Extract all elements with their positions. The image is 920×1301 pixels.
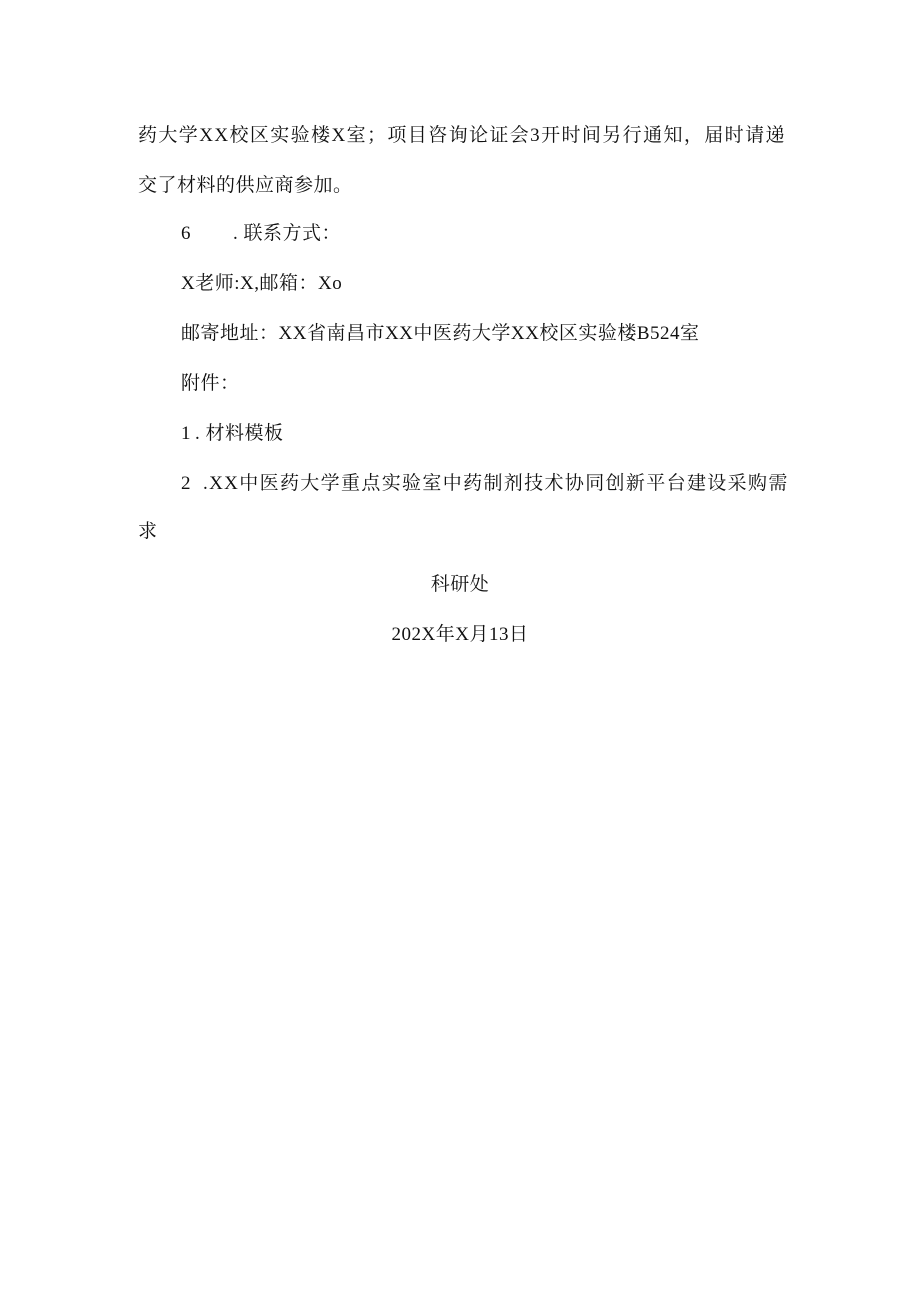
section-number: 6	[181, 223, 191, 244]
signature-date: 202X年X月13日	[391, 624, 529, 645]
paragraph-line: 药大学XX校区实验楼X室；项目咨询论证会3开时间另行通知，届时请递	[138, 125, 786, 146]
signature-department: 科研处	[430, 574, 490, 595]
attachments-label: 附件：	[181, 373, 240, 394]
section-heading-contact	[181, 222, 341, 246]
section-title: . 联系方式：	[233, 223, 342, 244]
attachment-number: 1	[181, 423, 191, 444]
attachment-text-continuation: 求	[138, 521, 158, 542]
attachment-text: .XX中医药大学重点实验室中药制剂技术协同创新平台建设采购需	[203, 473, 789, 494]
attachment-number: 2	[181, 473, 192, 494]
attachment-text: . 材料模板	[195, 423, 284, 444]
attachment-item	[181, 472, 789, 496]
contact-address-line: 邮寄地址：XX省南昌市XX中医药大学XX校区实验楼B524室	[181, 323, 700, 344]
paragraph-line: 交了材料的供应商参加。	[138, 175, 353, 196]
contact-teacher-line: X老师:X,邮箱：Xo	[181, 273, 343, 294]
attachment-item	[181, 422, 284, 446]
